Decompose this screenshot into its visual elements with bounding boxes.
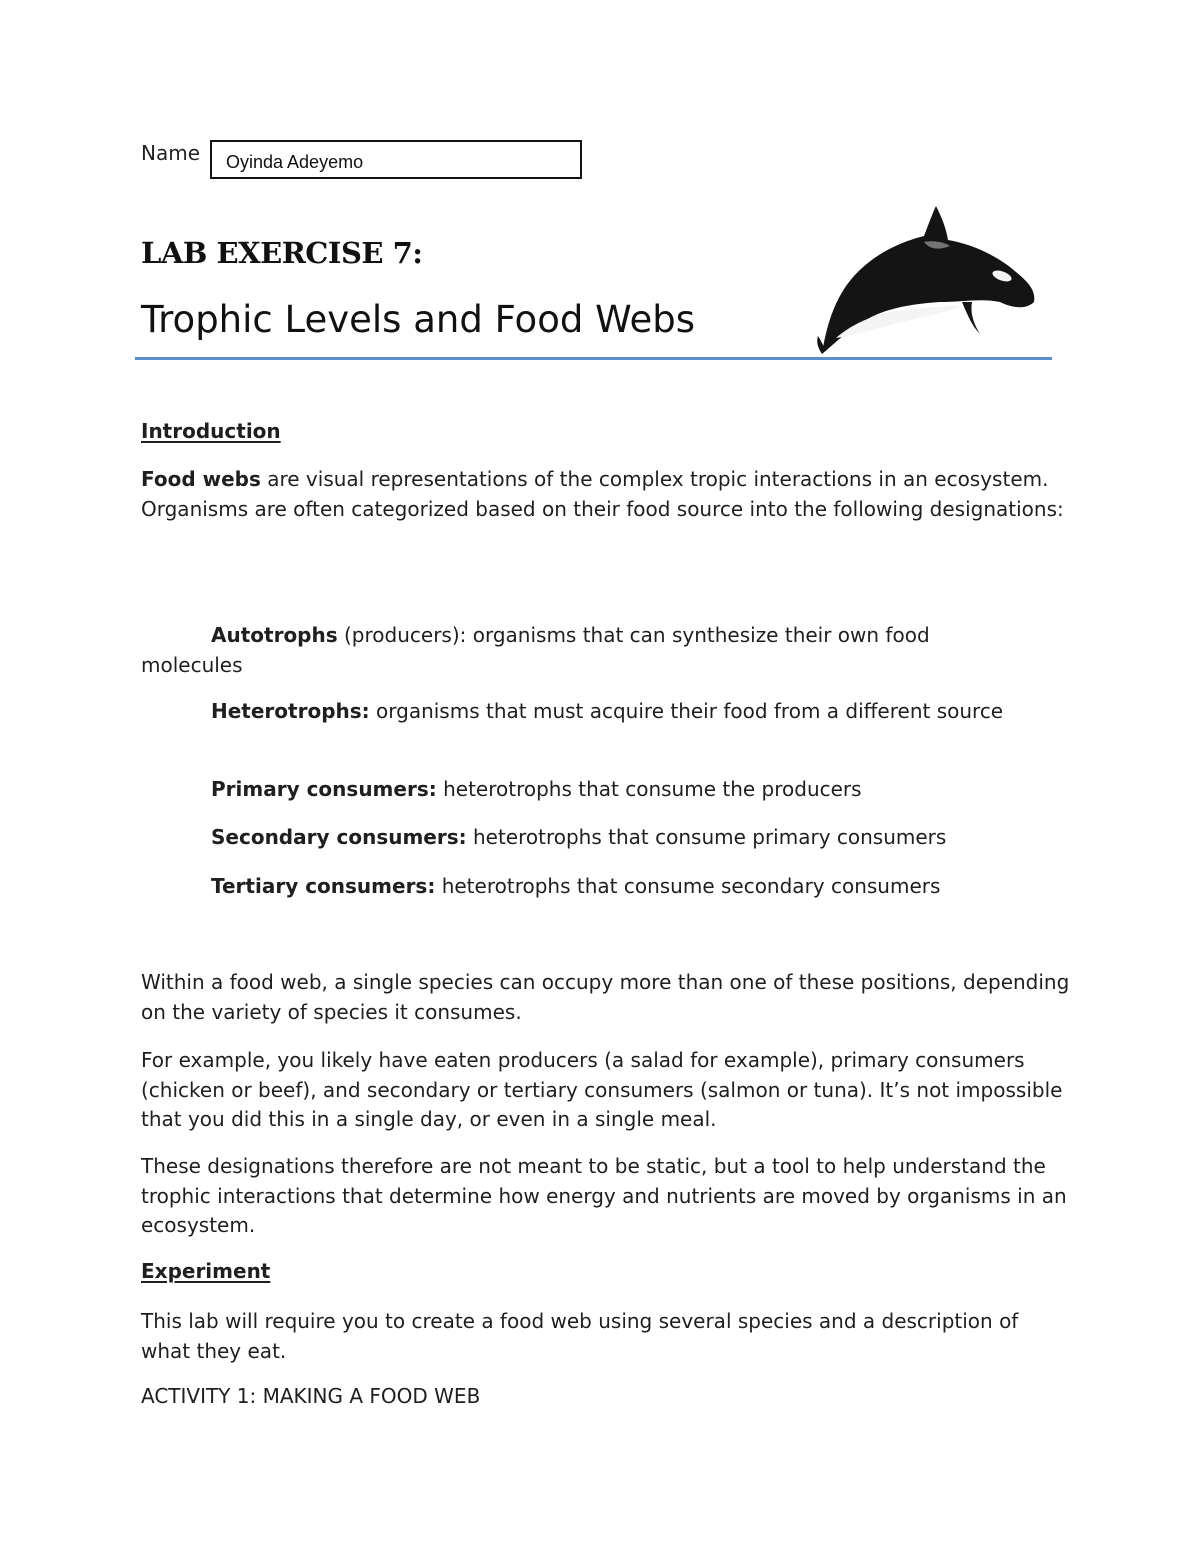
name-field[interactable]: Oyinda Adeyemo xyxy=(210,140,582,179)
name-label: Name xyxy=(141,141,201,165)
page-title: Trophic Levels and Food Webs xyxy=(141,298,696,341)
definition-text: (producers): organisms that can synthesize their own food molecules xyxy=(141,623,930,677)
experiment-heading: Experiment xyxy=(141,1259,271,1283)
definition-term: Secondary consumers: xyxy=(211,825,467,849)
definition-heterotrophs xyxy=(141,697,1021,727)
definition-text: heterotrophs that consume the producers xyxy=(436,777,862,801)
lab-exercise-title: LAB EXERCISE 7: xyxy=(141,236,423,270)
definition-text: heterotrophs that consume primary consumers xyxy=(466,825,947,849)
definition-tertiary-consumers xyxy=(141,872,1021,902)
definition-autotrophs xyxy=(141,621,1021,680)
example-paragraph: For example, you likely have eaten producers (a salad for example), primary consumers (chicken or beef), and secondary or tertiary consumers (salmon or tuna). It’s not impossible that you did this in a single day, or even in a single meal. xyxy=(141,1048,1063,1131)
experiment-paragraph: This lab will require you to create a food web using several species and a description of what they eat. xyxy=(141,1309,1019,1363)
definition-primary-consumers xyxy=(141,775,1021,805)
definition-secondary-consumers xyxy=(141,823,1021,853)
introduction-heading: Introduction xyxy=(141,419,281,443)
intro-paragraph xyxy=(141,465,1071,524)
definition-term: Heterotrophs: xyxy=(211,699,370,723)
designations-paragraph: These designations therefore are not meant to be static, but a tool to help understand the trophic interactions that determine how energy and nutrients are moved by organisms in an ecosystem. xyxy=(141,1154,1067,1237)
term-food-webs: Food webs xyxy=(141,467,261,491)
activity-title: ACTIVITY 1: MAKING A FOOD WEB xyxy=(141,1384,481,1408)
definition-term: Tertiary consumers: xyxy=(211,874,436,898)
definition-term: Autotrophs xyxy=(211,623,338,647)
orca-whale-image xyxy=(812,198,1042,360)
definition-text: heterotrophs that consume secondary consumers xyxy=(435,874,941,898)
definition-term: Primary consumers: xyxy=(211,777,437,801)
definition-text: organisms that must acquire their food from a different source xyxy=(369,699,1004,723)
food-web-paragraph: Within a food web, a single species can occupy more than one of these positions, depending on the variety of species it consumes. xyxy=(141,970,1070,1024)
intro-paragraph-text: are visual representations of the complex tropic interactions in an ecosystem. Organisms are often categorized based on their food source into the following designations: xyxy=(141,467,1064,521)
